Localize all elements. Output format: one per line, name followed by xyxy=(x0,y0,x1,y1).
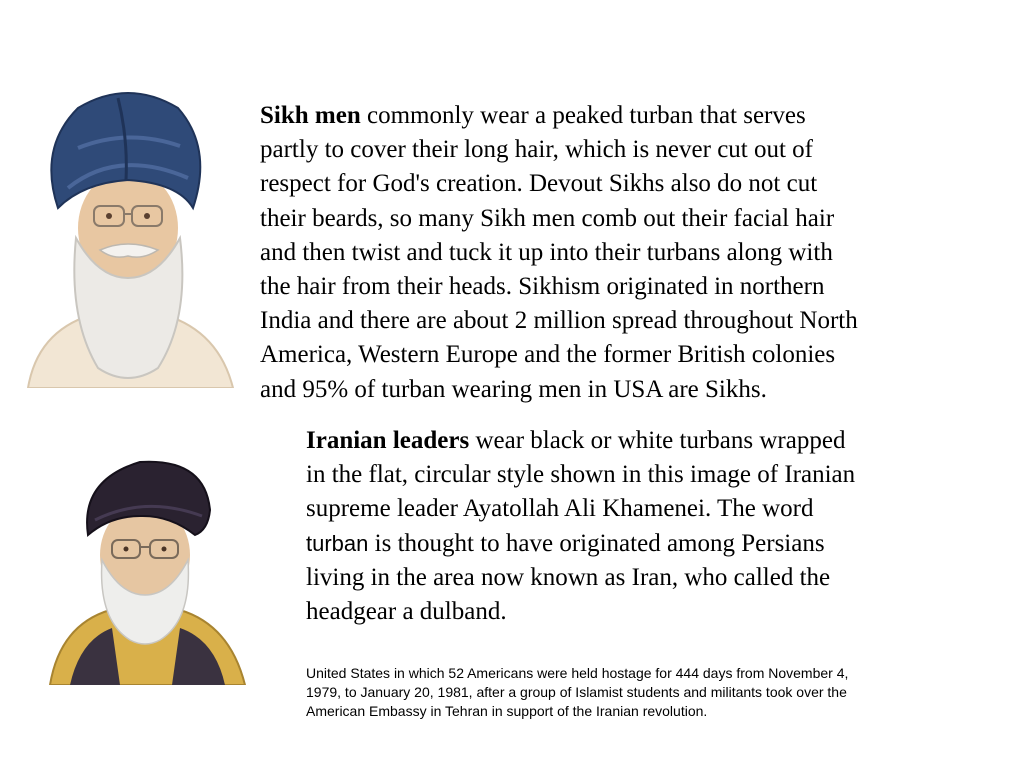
sikh-text-line: commonly wear a peaked turban that serves xyxy=(360,102,806,129)
sikh-paragraph xyxy=(260,99,1020,407)
sikh-heading: Sikh men xyxy=(260,102,361,129)
sikh-text-line: and then twist and tuck it up into their turbans along with xyxy=(260,238,833,266)
iranian-text-line: in the flat, circular style shown in this image of Iranian xyxy=(306,461,856,489)
turban-word: turban xyxy=(306,530,369,556)
sikh-text-line: America, Western Europe and the former British colonies xyxy=(260,341,836,369)
hostage-crisis-footnote xyxy=(306,664,1006,721)
iranian-paragraph xyxy=(306,424,1006,629)
iranian-text-line: is thought to have originated among Persians xyxy=(368,529,825,557)
sikh-text-line: their beards, so many Sikh men comb out their facial hair xyxy=(260,204,835,232)
footnote-line: 1979, to January 20, 1981, after a group of Islamist students and militants took over the xyxy=(306,684,847,700)
sikh-text-line: partly to cover their long hair, which is never cut out of xyxy=(260,136,814,164)
sikh-text-line: and 95% of turban wearing men in USA are Sikhs. xyxy=(260,375,767,403)
iranian-text-line: wear black or white turbans wrapped xyxy=(469,427,846,454)
sikh-text-line: the hair from their heads. Sikhism originated in northern xyxy=(260,273,825,301)
iranian-text-line: supreme leader Ayatollah Ali Khamenei. The word xyxy=(306,495,814,523)
iranian-text-line: headgear a dulband. xyxy=(306,598,507,626)
iranian-text-line: living in the area now known as Iran, who called the xyxy=(306,563,831,591)
sikh-text-line: India and there are about 2 million spread throughout North xyxy=(260,307,858,335)
footnote-line: American Embassy in Tehran in support of the Iranian revolution. xyxy=(306,703,708,719)
footnote-line: United States in which 52 Americans were held hostage for 444 days from November 4, xyxy=(306,665,849,681)
iranian-leader-illustration xyxy=(40,450,250,685)
sikh-text-line: respect for God's creation. Devout Sikhs also do not cut xyxy=(260,170,818,198)
iranian-heading: Iranian leaders xyxy=(306,427,470,454)
sikh-man-illustration xyxy=(8,88,240,388)
